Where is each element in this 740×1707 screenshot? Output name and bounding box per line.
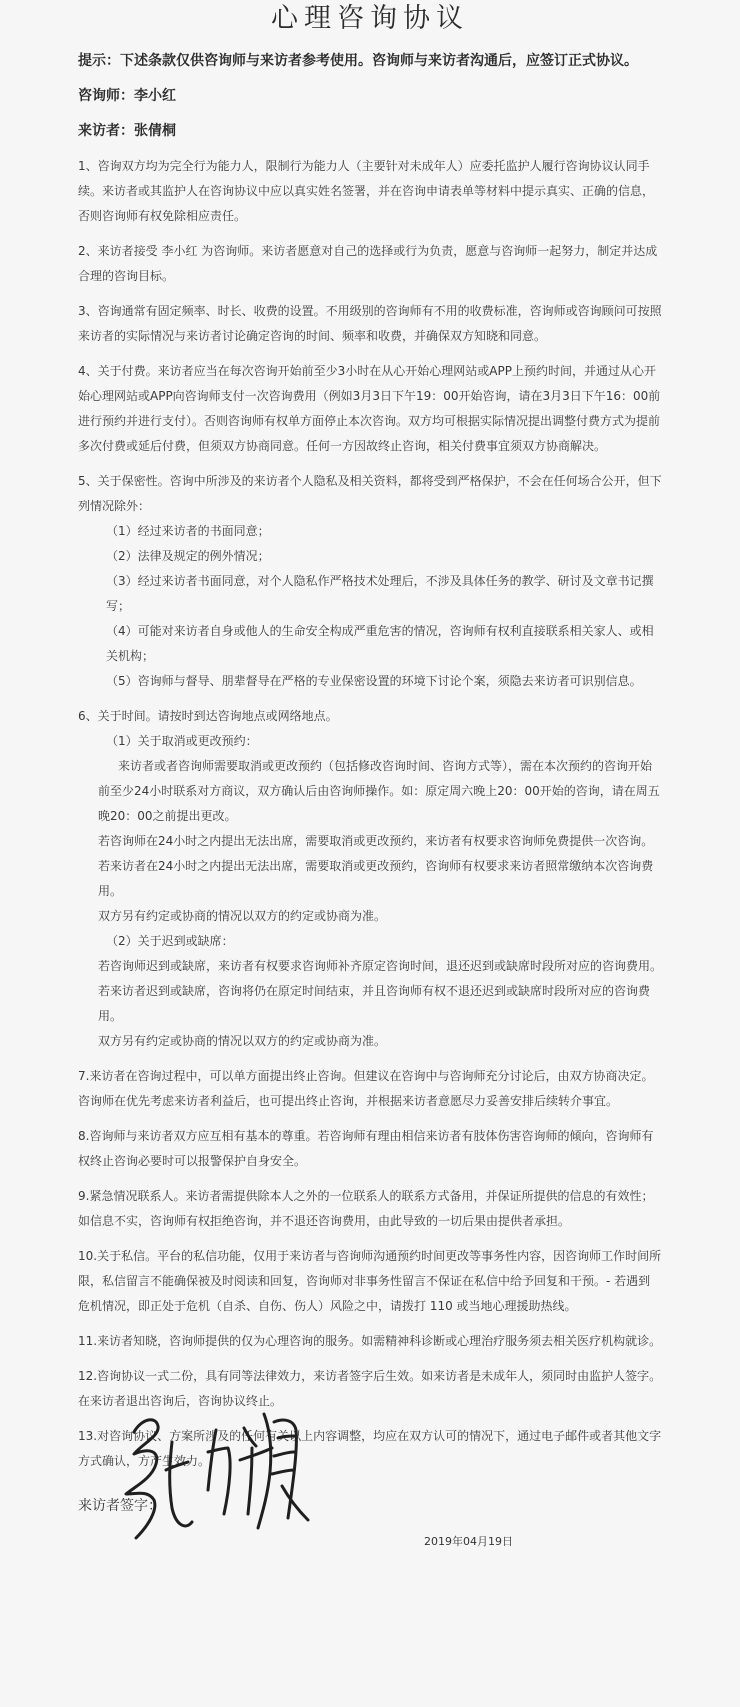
term-2: 2、来访者接受 李小红 为咨询师。来访者愿意对自己的选择或行为负责，愿意与咨询师一起努力，制定并达成合理的咨询目标。 xyxy=(78,244,658,283)
cancel-item: 双方另有约定或协商的情况以双方的约定或协商为准。 xyxy=(98,909,387,923)
term-6-block xyxy=(78,704,662,1054)
term-11: 11.来访者知晓，咨询师提供的仅为心理咨询的服务。如需精神科诊断或心理治疗服务须去相关医疗机构就诊。 xyxy=(78,1334,662,1348)
term-1: 1、咨询双方均为完全行为能力人，限制行为能力人（主要针对未成年人）应委托监护人履行咨询协议认同手续。来访者或其监护人在咨询协议中应以真实姓名签署，并在咨询申请表单等材料中提示真实、正确的信息，否则咨询师有权免除相应责任。 xyxy=(78,159,655,223)
client-line: 来访者：张倩桐 xyxy=(78,123,176,139)
privacy-exception: （3）经过来访者书面同意，对个人隐私作严格技术处理后，不涉及具体任务的教学、研讨及文章书记撰写； xyxy=(106,574,654,613)
privacy-exception: （5）咨询师与督导、朋辈督导在严格的专业保密设置的环境下讨论个案，须隐去来访者可识别信息。 xyxy=(106,674,642,688)
cancel-rule: 来访者或者咨询师需要取消或更改预约（包括修改咨询时间、咨询方式等），需在本次预约的咨询开始前至少24小时联系对方商议，双方确认后由咨询师操作。如：原定周六晚上20：00开始的咨询，请在周五晚20：00之前提出更改。 xyxy=(98,759,660,823)
late-item: 若来访者迟到或缺席，咨询将仍在原定时间结束，并且咨询师有权不退还迟到或缺席时段所对应的咨询费用。 xyxy=(98,984,651,1023)
usage-tip: 提示：下述条款仅供咨询师与来访者参考使用。咨询师与来访者沟通后，应签订正式协议。 xyxy=(78,53,638,69)
counselor-line: 咨询师：李小红 xyxy=(78,88,176,104)
term-8: 8.咨询师与来访者双方应互相有基本的尊重。若咨询师有理由相信来访者有肢体伤害咨询师的倾向，咨询师有权终止咨询必要时可以报警保护自身安全。 xyxy=(78,1129,654,1168)
cancel-item: 若来访者在24小时之内提出无法出席，需要取消或更改预约，咨询师有权要求来访者照常缴纳本次咨询费用。 xyxy=(98,859,654,898)
term-6: 6、关于时间。请按时到达咨询地点或网络地点。 xyxy=(78,709,338,723)
signature-label: 来访者签字： xyxy=(78,1498,162,1514)
term-10: 10.关于私信。平台的私信功能，仅用于来访者与咨询师沟通预约时间更改等事务性内容，因咨询师工作时间所限，私信留言不能确保被及时阅读和回复，咨询师对非事务性留言不保证在私信中给予回复和干预。- 若遇到危机情况，即正处于危机（自杀、自伤、伤人）风险之中，请拨打 110 或当地心理援助热线。 xyxy=(78,1249,662,1313)
privacy-exception: （2）法律及规定的例外情况； xyxy=(106,549,270,563)
term-4: 4、关于付费。来访者应当在每次咨询开始前至少3小时在从心开始心理网站或APP上预约时间，并通过从心开始心理网站或APP向咨询师支付一次咨询费用（例如3月3日下午19：00开始咨询，请在3月3日下午16：00前进行预约并进行支付）。否则咨询师有权单方面停止本次咨询。双方均可根据实际情况提出调整付费方式为提前多次付费或延后付费，但须双方协商同意。任何一方因故终止咨询，相关付费事宜须双方协商解决。 xyxy=(78,364,661,453)
terms-list xyxy=(78,154,662,1474)
term-13: 13.对咨询协议、方案所涉及的任何有关以上内容调整，均应在双方认可的情况下，通过电子邮件或者其他文字方式确认，方产生效力。 xyxy=(78,1429,662,1468)
term-3: 3、咨询通常有固定频率、时长、收费的设置。不用级别的咨询师有不用的收费标准，咨询师或咨询顾问可按照来访者的实际情况与来访者讨论确定咨询的时间、频率和收费，并确保双方知晓和同意。 xyxy=(78,304,662,343)
handwritten-signature xyxy=(112,1390,342,1570)
term-5-block xyxy=(78,469,662,694)
term-7: 7.来访者在咨询过程中，可以单方面提出终止咨询。但建议在咨询中与咨询师充分讨论后，由双方协商决定。咨询师在优先考虑来访者利益后，也可提出终止咨询，并根据来访者意愿尽力妥善安排后续转介事宜。 xyxy=(78,1069,654,1108)
term-5: 5、关于保密性。咨询中所涉及的来访者个人隐私及相关资料，都将受到严格保护，不会在任何场合公开，但下列情况除外： xyxy=(78,474,662,513)
late-item: 双方另有约定或协商的情况以双方的约定或协商为准。 xyxy=(98,1034,387,1048)
privacy-exception: （1）经过来访者的书面同意； xyxy=(106,524,270,538)
late-heading: （2）关于迟到或缺席： xyxy=(106,934,234,948)
late-item: 若咨询师迟到或缺席，来访者有权要求咨询师补齐原定咨询时间，退还迟到或缺席时段所对应的咨询费用。 xyxy=(98,959,663,973)
document-title: 心理咨询协议 xyxy=(271,3,469,34)
term-9: 9.紧急情况联系人。来访者需提供除本人之外的一位联系人的联系方式备用，并保证所提供的信息的有效性；如信息不实，咨询师有权拒绝咨询，并不退还咨询费用，由此导致的一切后果由提供者承担。 xyxy=(78,1189,654,1228)
cancel-item: 若咨询师在24小时之内提出无法出席，需要取消或更改预约，来访者有权要求咨询师免费提供一次咨询。 xyxy=(98,834,654,848)
term-12: 12.咨询协议一式二份，具有同等法律效力，来访者签字后生效。如来访者是未成年人，须同时由监护人签字。在来访者退出咨询后，咨询协议终止。 xyxy=(78,1369,662,1408)
privacy-exception: （4）可能对来访者自身或他人的生命安全构成严重危害的情况，咨询师有权利直接联系相关家人、或相关机构； xyxy=(106,624,654,663)
cancel-heading: （1）关于取消或更改预约： xyxy=(106,734,258,748)
signature-date: 2019年04月19日 xyxy=(424,1535,513,1548)
